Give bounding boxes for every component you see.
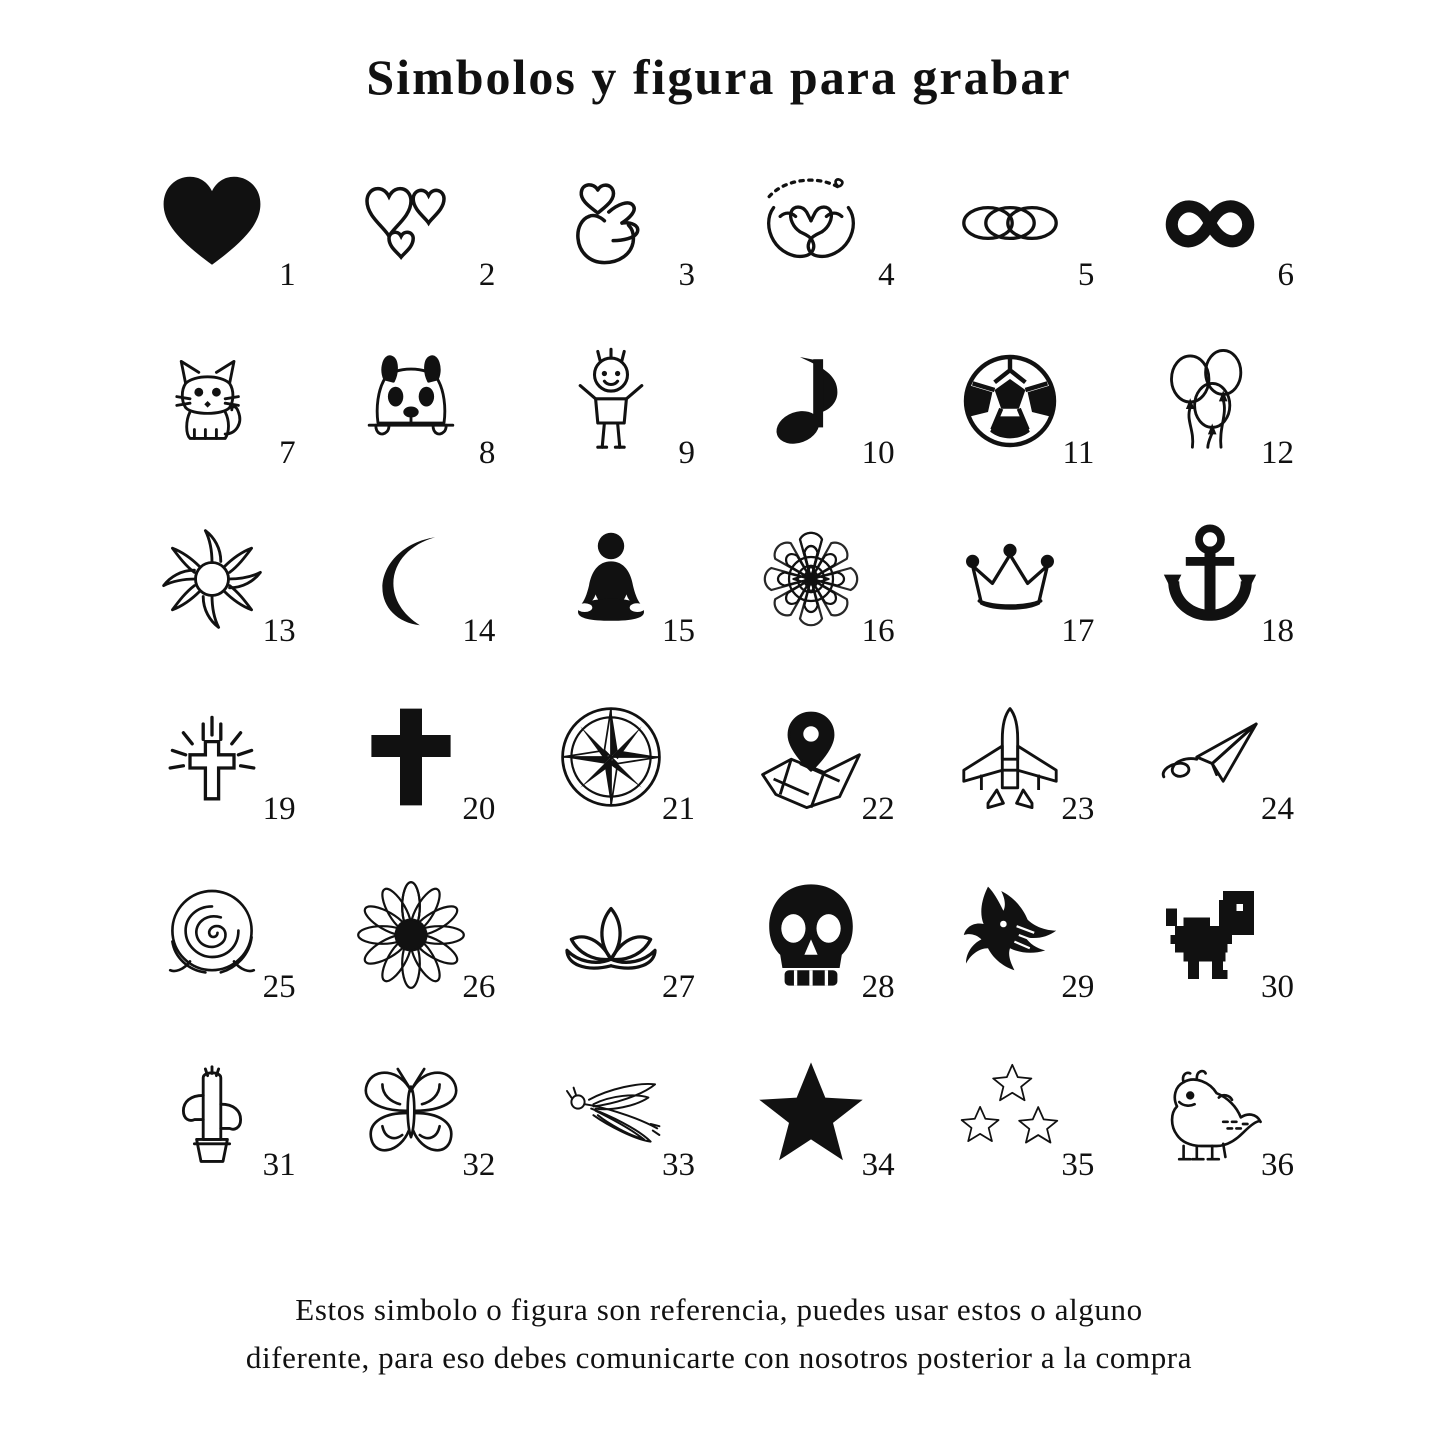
balloons-icon <box>1150 341 1270 461</box>
daisy-icon <box>351 875 471 995</box>
three-stars-icon <box>950 1053 1070 1173</box>
symbol-cell-32[interactable] <box>320 1030 520 1208</box>
symbol-number: 7 <box>279 435 296 471</box>
symbol-cell-12[interactable] <box>1118 318 1318 496</box>
symbol-cell-14[interactable] <box>320 496 520 674</box>
symbol-number: 30 <box>1261 969 1294 1005</box>
symbol-number: 8 <box>478 435 496 471</box>
crown-icon <box>950 519 1070 639</box>
symbol-cell-3[interactable] <box>519 140 719 318</box>
crescent-moon-icon <box>351 519 471 639</box>
page-title: Simbolos y figura para grabar <box>366 49 1072 105</box>
radiant-cross-icon <box>152 697 272 817</box>
sun-icon <box>152 519 272 639</box>
butterfly-icon <box>351 1053 471 1173</box>
symbol-cell-33[interactable] <box>519 1030 719 1208</box>
symbol-number: 13 <box>262 613 296 649</box>
triple-infinity-icon <box>950 163 1070 283</box>
symbol-grid <box>0 140 1438 1208</box>
cute-dinosaur-icon <box>1150 1053 1270 1173</box>
symbol-cell-18[interactable] <box>1118 496 1318 674</box>
symbol-cell-30[interactable] <box>1118 852 1318 1030</box>
symbol-number: 9 <box>678 435 695 471</box>
symbol-number: 32 <box>462 1147 496 1183</box>
pinky-promise-hands-icon <box>751 163 871 283</box>
symbol-cell-15[interactable] <box>519 496 719 674</box>
dog-peeking-icon <box>351 341 471 461</box>
symbol-cell-26[interactable] <box>320 852 520 1030</box>
symbol-number: 4 <box>878 257 895 293</box>
map-pin-icon <box>751 697 871 817</box>
symbol-number: 29 <box>1061 969 1095 1005</box>
symbol-cell-28[interactable] <box>719 852 919 1030</box>
footer-line-1: Estos simbolo o figura son referencia, puedes usar estos o alguno <box>295 1291 1143 1327</box>
symbol-cell-5[interactable] <box>919 140 1119 318</box>
symbol-cell-29[interactable] <box>919 852 1119 1030</box>
symbol-number: 36 <box>1261 1147 1294 1183</box>
symbol-cell-13[interactable] <box>120 496 320 674</box>
symbol-cell-23[interactable] <box>919 674 1119 852</box>
symbol-cell-6[interactable] <box>1118 140 1318 318</box>
symbol-number: 16 <box>861 613 895 649</box>
music-note-icon <box>751 341 871 461</box>
symbol-number: 26 <box>462 969 496 1005</box>
cactus-icon <box>152 1053 272 1173</box>
symbol-cell-1[interactable] <box>120 140 320 318</box>
skull-icon <box>751 875 871 995</box>
symbol-number: 10 <box>861 435 895 471</box>
symbol-number: 33 <box>662 1147 695 1183</box>
symbol-number: 23 <box>1061 791 1095 827</box>
airplane-icon <box>950 697 1070 817</box>
mandala-icon <box>751 519 871 639</box>
symbol-cell-35[interactable] <box>919 1030 1119 1208</box>
infinity-icon <box>1150 163 1270 283</box>
cross-icon <box>351 697 471 817</box>
finger-heart-hand-icon <box>551 163 671 283</box>
heart-filled-icon <box>152 163 272 283</box>
symbol-cell-31[interactable] <box>120 1030 320 1208</box>
cat-icon <box>152 341 272 461</box>
symbol-cell-10[interactable] <box>719 318 919 496</box>
symbol-cell-11[interactable] <box>919 318 1119 496</box>
symbol-cell-19[interactable] <box>120 674 320 852</box>
symbol-number: 34 <box>861 1147 895 1183</box>
symbol-cell-7[interactable] <box>120 318 320 496</box>
star-filled-icon <box>751 1053 871 1173</box>
symbol-number: 35 <box>1061 1147 1095 1183</box>
dragon-icon <box>950 875 1070 995</box>
stick-figure-boy-icon <box>551 341 671 461</box>
symbol-number: 27 <box>662 969 695 1005</box>
symbol-number: 11 <box>1062 435 1095 471</box>
symbol-number: 6 <box>1277 257 1294 293</box>
symbol-number: 5 <box>1077 257 1095 293</box>
symbol-cell-21[interactable] <box>519 674 719 852</box>
lotus-icon <box>551 875 671 995</box>
symbol-number: 19 <box>262 791 296 827</box>
symbol-cell-27[interactable] <box>519 852 719 1030</box>
soccer-ball-icon <box>950 341 1070 461</box>
symbol-number: 2 <box>478 257 496 293</box>
symbol-number: 28 <box>861 969 895 1005</box>
symbol-number: 12 <box>1261 435 1294 471</box>
symbol-cell-8[interactable] <box>320 318 520 496</box>
compass-rose-icon <box>551 697 671 817</box>
symbol-cell-20[interactable] <box>320 674 520 852</box>
paper-plane-icon <box>1150 697 1270 817</box>
symbol-number: 3 <box>678 257 695 293</box>
symbol-number: 25 <box>262 969 296 1005</box>
symbol-cell-4[interactable] <box>719 140 919 318</box>
symbol-cell-24[interactable] <box>1118 674 1318 852</box>
symbol-cell-17[interactable] <box>919 496 1119 674</box>
meditation-buddha-icon <box>551 519 671 639</box>
symbol-number: 17 <box>1061 613 1095 649</box>
symbol-cell-25[interactable] <box>120 852 320 1030</box>
symbol-number: 31 <box>262 1147 296 1183</box>
symbol-cell-16[interactable] <box>719 496 919 674</box>
symbol-number: 1 <box>279 257 296 293</box>
dragonfly-icon <box>551 1053 671 1173</box>
symbol-cell-34[interactable] <box>719 1030 919 1208</box>
symbol-cell-22[interactable] <box>719 674 919 852</box>
footer-note <box>0 1286 1438 1382</box>
pixel-dinosaur-icon <box>1150 875 1270 995</box>
symbol-number: 18 <box>1261 613 1294 649</box>
symbol-number: 14 <box>462 613 496 649</box>
symbol-number: 21 <box>662 791 695 827</box>
rose-icon <box>152 875 272 995</box>
symbol-number: 24 <box>1261 791 1294 827</box>
symbol-number: 22 <box>861 791 895 827</box>
anchor-icon <box>1150 519 1270 639</box>
symbol-number: 20 <box>462 791 496 827</box>
footer-line-2: diferente, para eso debes comunicarte con nosotros posterior a la compra <box>245 1339 1193 1375</box>
symbol-cell-9[interactable] <box>519 318 719 496</box>
three-hearts-doodle-icon <box>351 163 471 283</box>
symbol-number: 15 <box>662 613 695 649</box>
symbol-cell-2[interactable] <box>320 140 520 318</box>
symbol-cell-36[interactable] <box>1118 1030 1318 1208</box>
